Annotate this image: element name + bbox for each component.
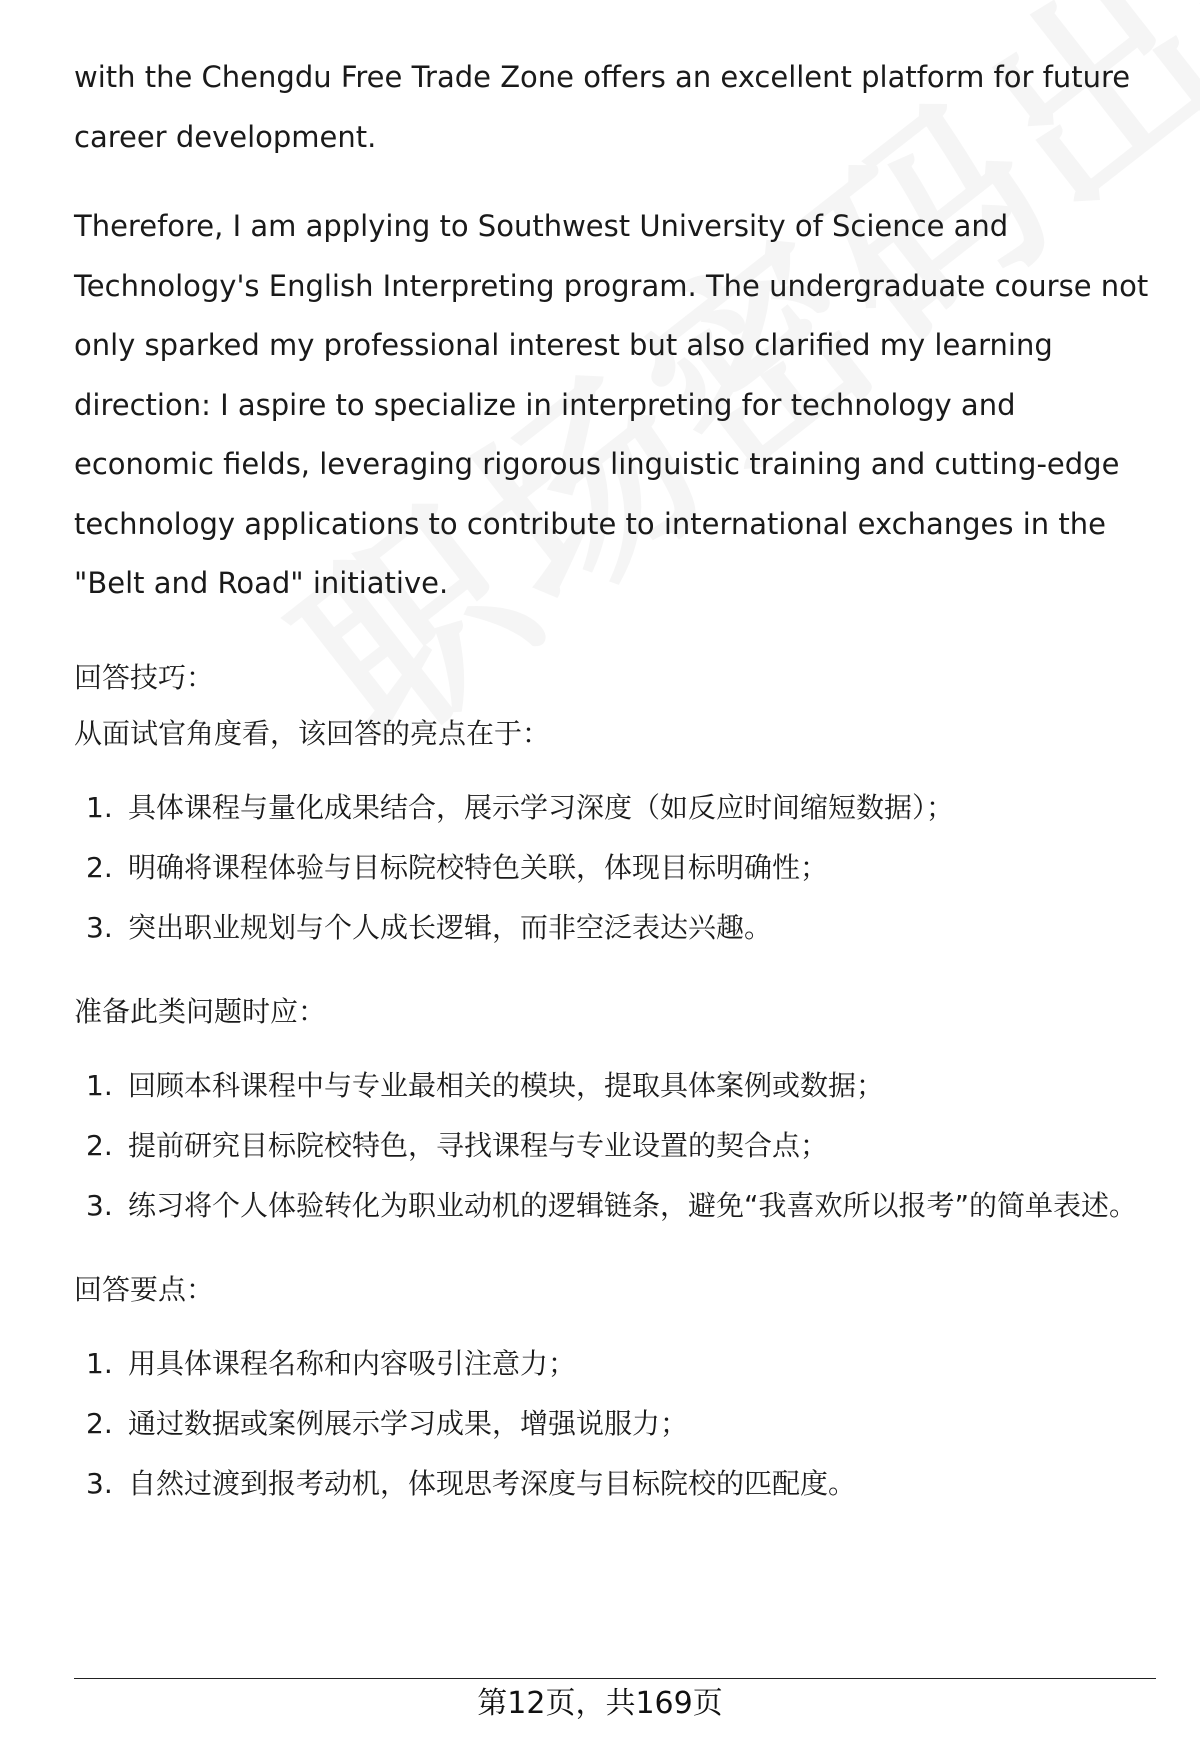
list-item-number: 3. bbox=[86, 910, 113, 944]
list-item bbox=[74, 838, 1164, 898]
list-item-text: 明确将课程体验与目标院校特色关联，体现目标明确性； bbox=[128, 850, 829, 884]
key-points-list bbox=[74, 1334, 1164, 1514]
list-item-number: 3. bbox=[86, 1466, 113, 1500]
list-item-text: 提前研究目标院校特色，寻找课程与专业设置的契合点； bbox=[128, 1128, 829, 1162]
tips-intro: 从面试官角度看，该回答的亮点在于： bbox=[74, 716, 551, 750]
list-item bbox=[74, 1454, 1164, 1514]
list-item-number: 1. bbox=[86, 790, 113, 824]
list-item bbox=[74, 898, 1164, 958]
key-points-heading: 回答要点： bbox=[74, 1272, 215, 1306]
footer-divider bbox=[74, 1678, 1156, 1679]
list-item-number: 3. bbox=[86, 1188, 113, 1222]
list-item-number: 2. bbox=[86, 1128, 113, 1162]
preparation-heading: 准备此类问题时应： bbox=[74, 994, 327, 1028]
document-page bbox=[74, 48, 1164, 1514]
list-item-text: 具体课程与量化成果结合，展示学习深度（如反应时间缩短数据）； bbox=[128, 790, 955, 824]
list-item bbox=[74, 1116, 1164, 1176]
body-paragraph-1: with the Chengdu Free Trade Zone offers an excellent platform for future career development. bbox=[74, 60, 1131, 154]
list-item-text: 回顾本科课程中与专业最相关的模块，提取具体案例或数据； bbox=[128, 1068, 885, 1102]
list-item-text: 突出职业规划与个人成长逻辑，而非空泛表达兴趣。 bbox=[128, 910, 773, 944]
list-item-number: 2. bbox=[86, 1406, 113, 1440]
page-number: 第12页，共169页 bbox=[477, 1686, 723, 1721]
list-item bbox=[74, 1176, 1164, 1236]
list-item bbox=[74, 1394, 1164, 1454]
tips-heading: 回答技巧： bbox=[74, 660, 215, 694]
list-item-text: 通过数据或案例展示学习成果，增强说服力； bbox=[128, 1406, 689, 1440]
list-item-text: 练习将个人体验转化为职业动机的逻辑链条，避免“我喜欢所以报考”的简单表述。 bbox=[128, 1188, 1138, 1222]
list-item-text: 用具体课程名称和内容吸引注意力； bbox=[128, 1346, 577, 1380]
list-item bbox=[74, 1056, 1164, 1116]
tips-list bbox=[74, 778, 1164, 958]
body-paragraph-2: Therefore, I am applying to Southwest University of Science and Technology's English Interpreting program. The undergraduate course not only sparked my professional interest but also clarified my learning direction: I aspire to specialize in interpreting for technology and economic fields, leveraging rigorous linguistic training and cutting-edge technology applications to contribute to international exchanges in the "Belt and Road" initiative. bbox=[74, 209, 1149, 600]
list-item bbox=[74, 1334, 1164, 1394]
list-item bbox=[74, 778, 1164, 838]
preparation-list bbox=[74, 1056, 1164, 1236]
list-item-number: 1. bbox=[86, 1068, 113, 1102]
list-item-text: 自然过渡到报考动机，体现思考深度与目标院校的匹配度。 bbox=[128, 1466, 857, 1500]
list-item-number: 2. bbox=[86, 850, 113, 884]
list-item-number: 1. bbox=[86, 1346, 113, 1380]
